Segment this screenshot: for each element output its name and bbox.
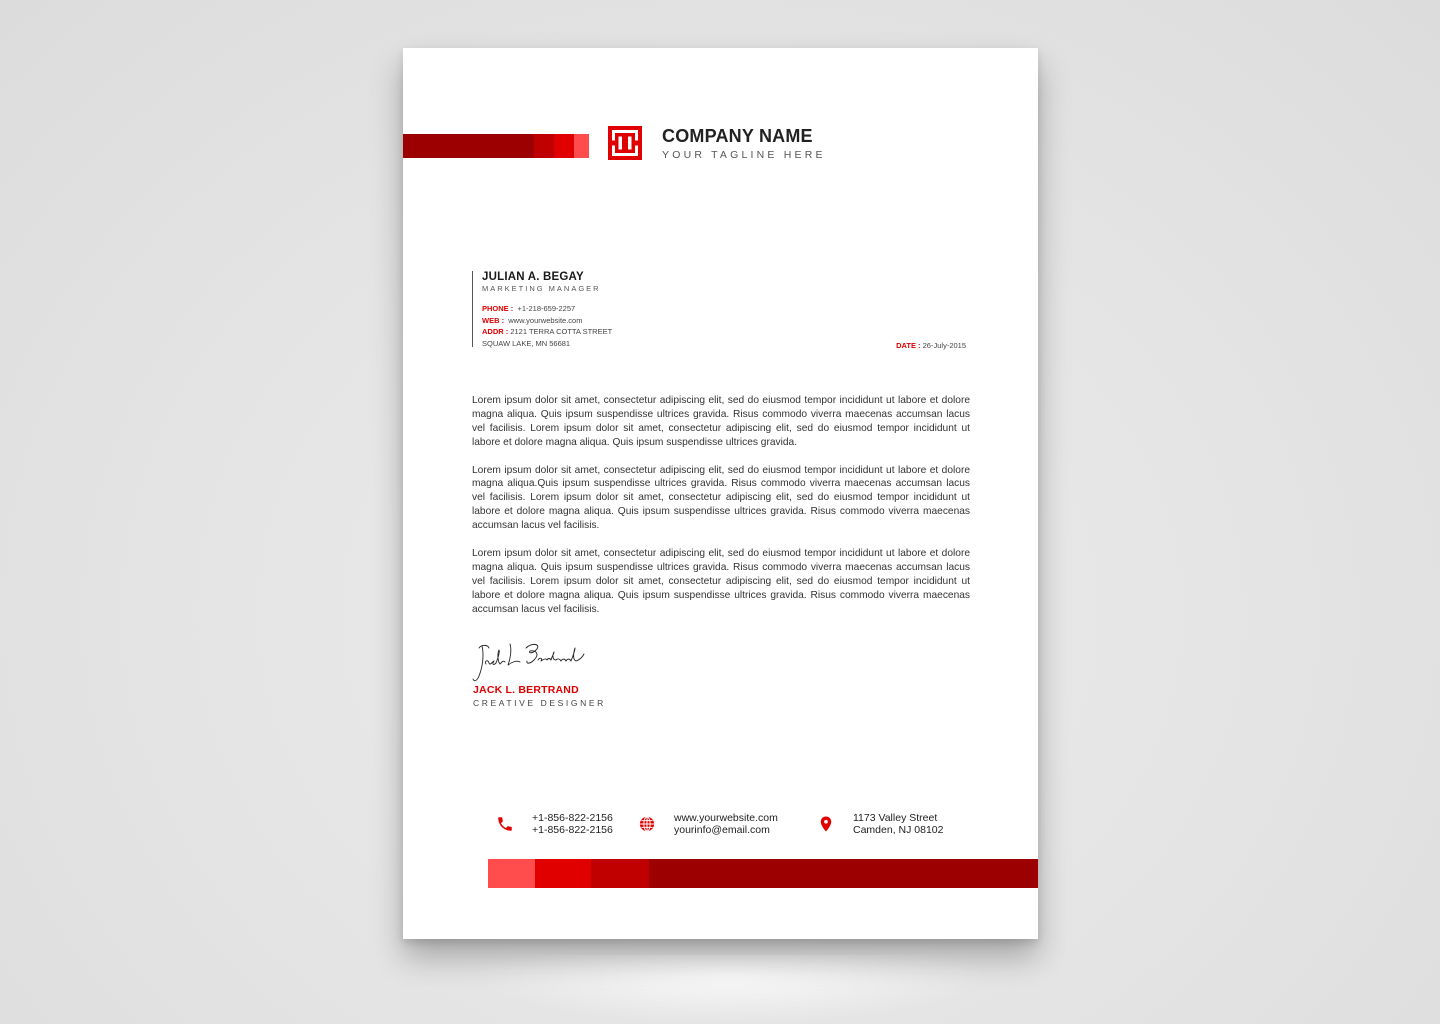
date-label: DATE :: [896, 341, 921, 350]
signer-title: CREATIVE DESIGNER: [473, 698, 606, 708]
footer-website: www.yourwebsite.com: [674, 812, 778, 824]
sender-web: www.yourwebsite.com: [508, 315, 583, 325]
web-label: WEB :: [482, 315, 505, 325]
map-pin-icon: [817, 815, 835, 833]
date-value: 26-July-2015: [922, 341, 966, 350]
sender-addr-line2: SQUAW LAKE, MN 56681: [482, 338, 571, 348]
addr-label: ADDR :: [482, 327, 509, 336]
header-accent-bar: [403, 134, 589, 158]
company-name: COMPANY NAME: [662, 126, 813, 146]
letter-date: [896, 341, 966, 350]
company-tagline: YOUR TAGLINE HERE: [662, 149, 826, 161]
footer-address: [817, 811, 967, 841]
sender-title: MARKETING MANAGER: [482, 284, 601, 293]
signer-name: JACK L. BERTRAND: [473, 684, 579, 696]
floor-reflection: [470, 955, 990, 1024]
phone-label: PHONE :: [482, 304, 514, 313]
footer-phone-1: +1-856-822-2156: [532, 812, 613, 824]
body-paragraph: Lorem ipsum dolor sit amet, consectetur adipiscing elit, sed do eiusmod tempor incididunt ut labore et dolore magna aliqua.Quis ipsum suspendisse ultrices gravida. Risus commodo viverra maecenas accumsan lacus vel facilisis. Lorem ipsum dolor sit amet, consectetur adipiscing elit, sed do eiusmod tempor incididunt ut labore et dolore magna aliqua. Quis ipsum suspendisse ultrices gravida. Risus commodo viverra maecenas accumsan lacus vel facilisis.: [472, 464, 970, 532]
footer-address-line1: 1173 Valley Street: [853, 812, 938, 824]
letter-body: [472, 394, 970, 630]
handwritten-signature: [472, 640, 587, 684]
body-paragraph: Lorem ipsum dolor sit amet, consectetur adipiscing elit, sed do eiusmod tempor incididunt ut labore et dolore magna aliqua. Quis ipsum suspendisse ultrices gravida. Risus commodo viverra maecenas accumsan lacus vel facilisis. Lorem ipsum dolor sit amet, consectetur adipiscing elit, sed do eiusmod tempor incididunt ut labore et dolore magna aliqua. Quis ipsum suspendisse ultrices gravida. Risus commodo viverra maecenas accumsan lacus vel facilisis.: [472, 547, 970, 615]
sender-phone: +1-218-659-2257: [517, 304, 576, 313]
sender-block: [472, 271, 702, 347]
footer-web: [638, 811, 798, 841]
footer-phone: [496, 811, 626, 841]
globe-icon: [638, 815, 656, 833]
sender-web-row: [482, 315, 702, 327]
sender-addr-line1: 2121 TERRA COTTA STREET: [510, 327, 613, 336]
phone-icon: [496, 815, 514, 833]
letterhead-page: [403, 48, 1038, 939]
footer-email: yourinfo@email.com: [674, 823, 770, 836]
sender-contact: [482, 303, 702, 349]
sender-phone-row: [482, 303, 702, 315]
body-paragraph: Lorem ipsum dolor sit amet, consectetur adipiscing elit, sed do eiusmod tempor incididunt ut labore et dolore magna aliqua. Quis ipsum suspendisse ultrices gravida. Risus commodo viverra maecenas accumsan lacus vel facilisis. Lorem ipsum dolor sit amet, consectetur adipiscing elit, sed do eiusmod tempor incididunt ut labore et dolore magna aliqua. Quis ipsum suspendisse ultrices gravida.: [472, 395, 970, 448]
footer-address-line2: Camden, NJ 08102: [853, 823, 944, 836]
footer-phone-2: +1-856-822-2156: [532, 823, 613, 836]
sender-name: JULIAN A. BEGAY: [482, 271, 584, 283]
sender-addr-row: [482, 326, 702, 338]
square-bracket-logo-icon: [608, 126, 642, 160]
footer-accent-bar: [488, 859, 1038, 888]
